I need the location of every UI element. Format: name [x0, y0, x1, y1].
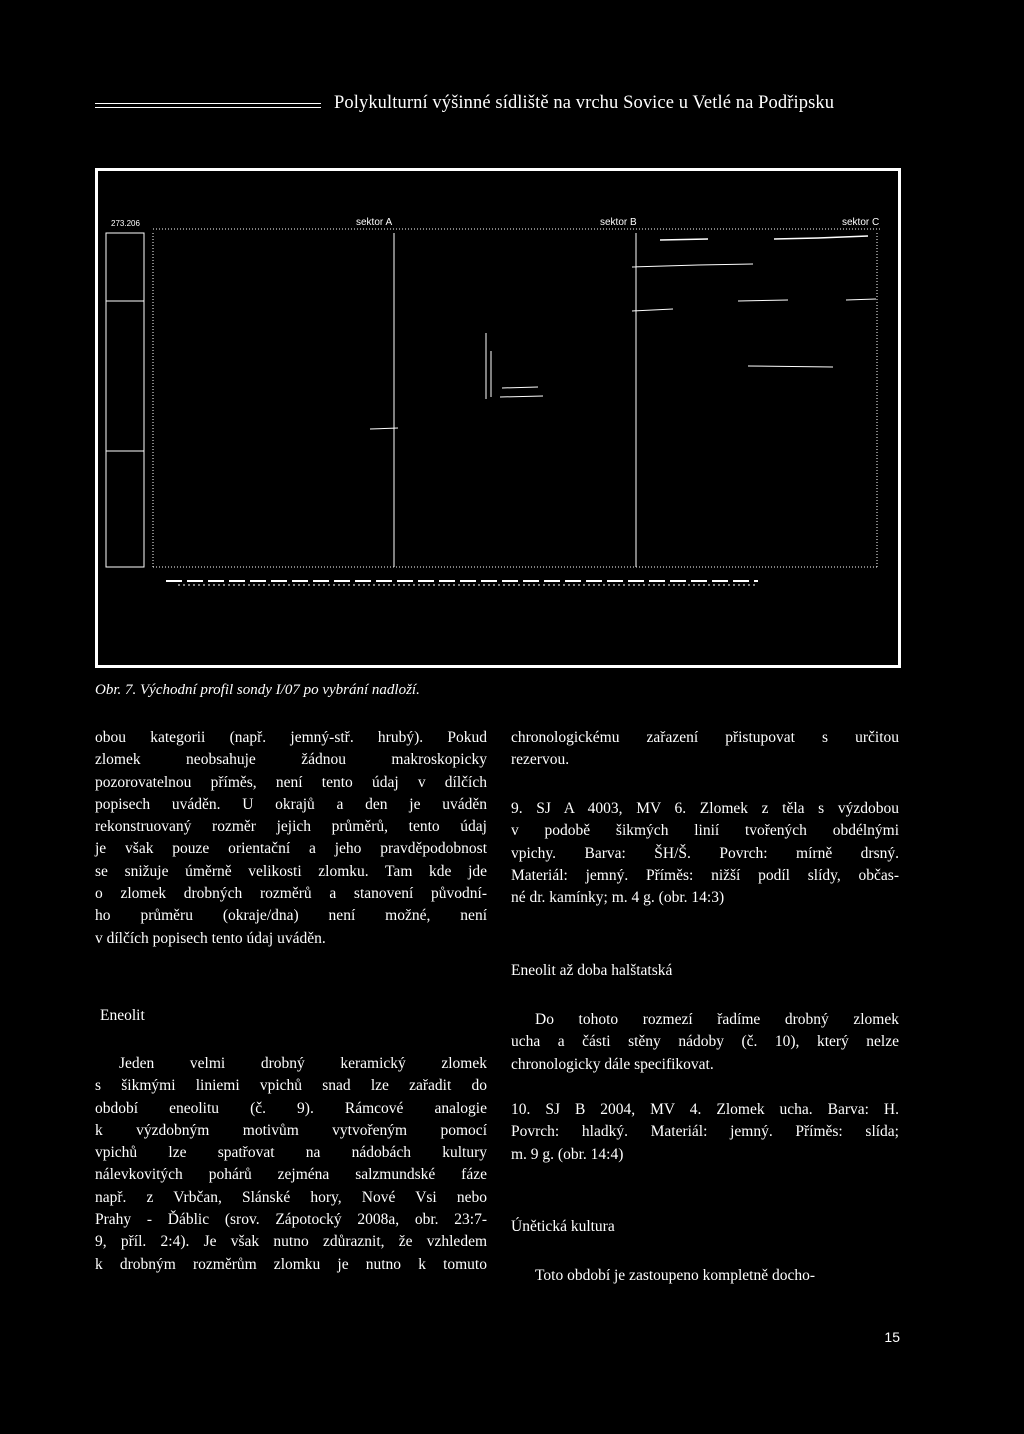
item-9-description	[511, 798, 899, 909]
text-line: v dílčích popisech tento údaj uváděn.	[95, 929, 326, 947]
text-line: o zlomek drobných rozměrů a stanovení původní-	[95, 885, 487, 903]
eneolit-paragraph	[95, 1053, 487, 1276]
text-line: né dr. kamínky; m. 4 g. (obr. 14:3)	[511, 889, 725, 907]
sector-b-label: sektor B	[600, 217, 637, 228]
profile-drawing	[98, 171, 898, 665]
layer-boundary	[502, 387, 538, 388]
text-line: chronologicky dále specifikovat.	[511, 1055, 714, 1073]
text-line: se snižuje úměrně velikosti zlomku. Tam kde jde	[95, 862, 487, 880]
text-line: chronologickému zařazení přistupovat s určitou	[511, 729, 899, 746]
text-line: vpichů lze spatřovat na nádobách kultury	[95, 1144, 487, 1162]
layer-boundary	[774, 236, 868, 239]
text-line: např. z Vrbčan, Slánské hory, Nové Vsi nebo	[95, 1188, 487, 1206]
running-title: Polykulturní výšinné sídliště na vrchu Sovice u Vetlé na Podřipsku	[334, 93, 835, 113]
layer-boundary	[632, 309, 673, 311]
text-line: Prahy - Ďáblic (srov. Zápotocký 2008a, obr. 23:7-	[95, 1211, 487, 1229]
text-line: Jeden velmi drobný keramický zlomek	[119, 1055, 487, 1072]
text-line: k výzdobným motivům vytvořeným pomocí	[95, 1121, 487, 1139]
page-number: 15	[884, 1329, 900, 1345]
profile-figure	[95, 168, 901, 668]
text-line: zlomek neobsahuje žádnou makroskopicky	[95, 751, 487, 769]
text-line: ho průměru (okraje/dna) není možné, není	[95, 907, 487, 925]
heading-unetice: Únětická kultura	[511, 1218, 615, 1235]
text-line: obou kategorii (např. jemný-stř. hrubý). Pokud	[95, 729, 487, 746]
sector-a-label: sektor A	[356, 217, 393, 228]
layer-boundary	[846, 299, 876, 300]
figure-caption: Obr. 7. Východní profil sondy I/07 po vybrání nadloží.	[95, 682, 420, 698]
text-line: popisech uváděn. U okrajů a den je uváděn	[95, 795, 487, 813]
layer-boundary	[660, 239, 708, 240]
text-line: vpichy. Barva: ŠH/Š. Povrch: mírně drsný.	[511, 844, 899, 862]
layer-boundary	[748, 366, 833, 367]
item-10-description	[511, 1099, 899, 1166]
text-line: 9. SJ A 4003, MV 6. Zlomek z těla s výzdobou	[511, 800, 899, 817]
text-line: Toto období je zastoupeno kompletně docho-	[535, 1267, 816, 1284]
text-line: je však pouze orientační a jeho pravděpodobnost	[95, 840, 487, 858]
text-line: pozorovatelnou příměs, není tento údaj v dílčích	[95, 773, 487, 791]
halstat-paragraph	[511, 1009, 899, 1076]
text-line: rekonstruovaný rozměr jejich průměrů, tento údaj	[95, 818, 487, 836]
intro-paragraph	[95, 727, 487, 950]
heading-eneolit-halstat: Eneolit až doba halštatská	[511, 962, 673, 979]
continuation-paragraph	[511, 727, 899, 772]
text-line: Do tohoto rozmezí řadíme drobný zlomek	[535, 1011, 899, 1028]
text-line: k drobným rozměrům zlomku je nutno k tomuto	[95, 1255, 487, 1273]
text-line: rezervou.	[511, 751, 570, 769]
text-line: nálevkovitých pohárů zejména salzmundské fáze	[95, 1166, 487, 1184]
text-line: období eneolitu (č. 9). Rámcové analogie	[95, 1099, 487, 1117]
scale-column	[106, 233, 144, 567]
layer-boundary	[500, 396, 543, 397]
text-line: Materiál: jemný. Příměs: nižší podíl slídy, občas-	[511, 866, 899, 884]
sector-c-label: sektor C	[842, 217, 880, 228]
text-line: ucha a části stěny nádoby (č. 10), který nelze	[511, 1033, 899, 1051]
heading-eneolit: Eneolit	[100, 1007, 145, 1024]
layer-boundary	[738, 300, 788, 301]
text-line: 10. SJ B 2004, MV 4. Zlomek ucha. Barva: H.	[511, 1101, 899, 1118]
text-line: Povrch: hladký. Materiál: jemný. Příměs: slída;	[511, 1123, 899, 1141]
header-double-rule	[95, 103, 321, 108]
text-line: 9, příl. 2:4). Je však nutno zdůraznit, že vzhledem	[95, 1233, 487, 1251]
elevation-label: 273.206	[111, 219, 140, 228]
text-line: s šikmými liniemi vpichů snad lze zařadit do	[95, 1077, 487, 1095]
text-line: v podobě šikmých linií tvořených obdélnými	[511, 822, 899, 840]
unetice-paragraph	[511, 1265, 899, 1287]
layer-boundary	[632, 264, 753, 267]
text-line: m. 9 g. (obr. 14:4)	[511, 1145, 624, 1163]
